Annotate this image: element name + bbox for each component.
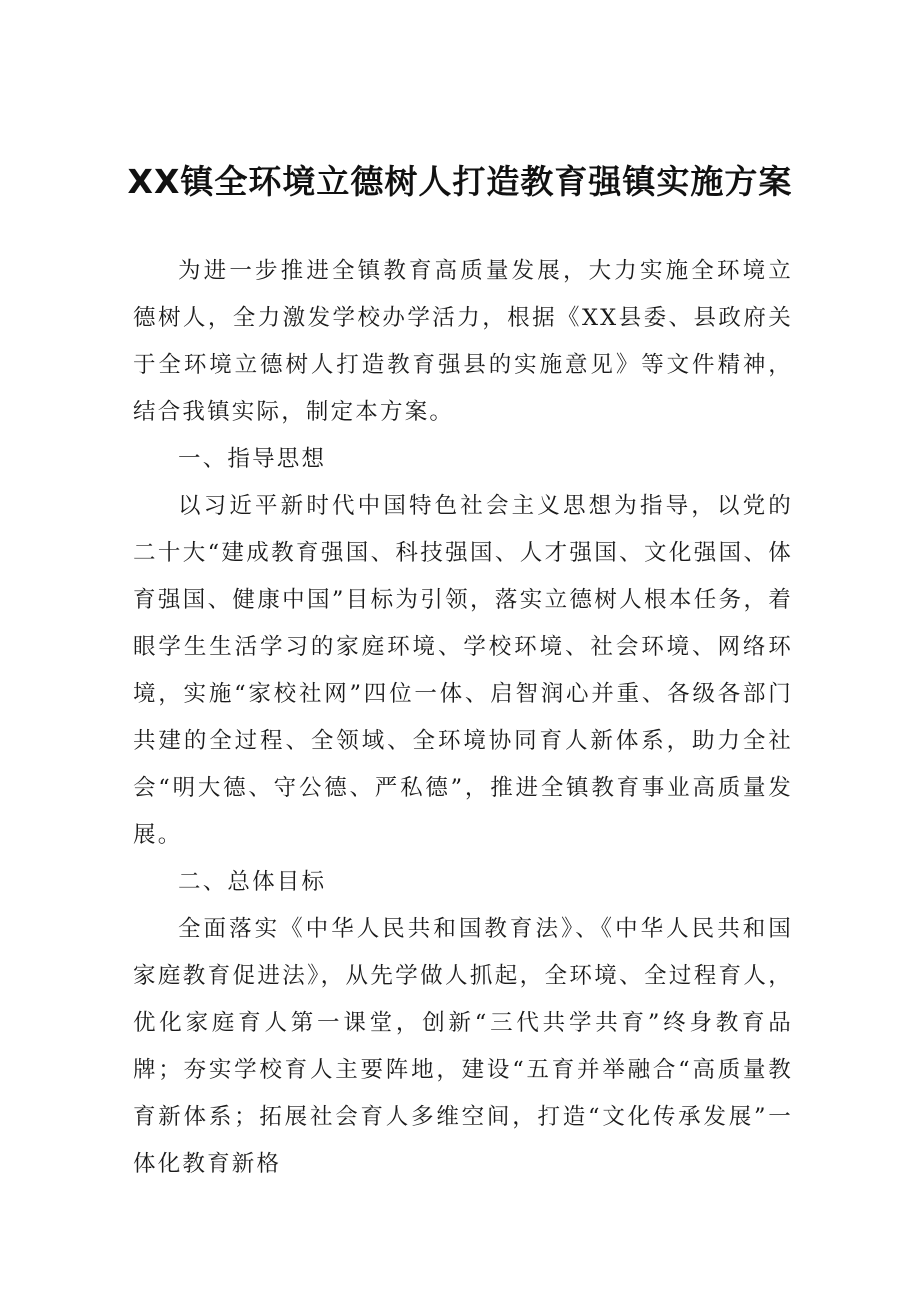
- document-title: XX镇全环境立德树人打造教育强镇实施方案: [127, 162, 793, 201]
- document-body: [133, 248, 793, 1188]
- section-heading-overall-goals: 二、总体目标: [178, 869, 327, 895]
- section-body-overall-goals: 全面落实《中华人民共和国教育法》、《中华人民共和国家庭教育促进法》，从先学做人抓起，全环境、全过程育人，优化家庭育人第一课堂，创新“三代共学共育”终身教育品牌；夯实学校育人主要阵地，建设“五育并举融合“高质量教育新体系；拓展社会育人多维空间，打造“文化传承发展”一体化教育新格: [133, 916, 793, 1177]
- section-heading-guiding-ideology: 一、指导思想: [178, 446, 327, 472]
- intro-paragraph: 为进一步推进全镇教育高质量发展，大力实施全环境立德树人，全力激发学校办学活力，根据《XX县委、县政府关于全环境立德树人打造教育强县的实施意见》等文件精神，结合我镇实际，制定本方案。: [133, 258, 793, 425]
- section-body-guiding-ideology: 以习近平新时代中国特色社会主义思想为指导，以党的二十大“建成教育强国、科技强国、人才强国、文化强国、体育强国、健康中国”目标为引领，落实立德树人根本任务，着眼学生生活学习的家庭环境、学校环境、社会环境、网络环境，实施“家校社网”四位一体、启智润心并重、各级各部门共建的全过程、全领域、全环境协同育人新体系，助力全社会“明大德、守公德、严私德”，推进全镇教育事业高质量发展。: [133, 493, 793, 848]
